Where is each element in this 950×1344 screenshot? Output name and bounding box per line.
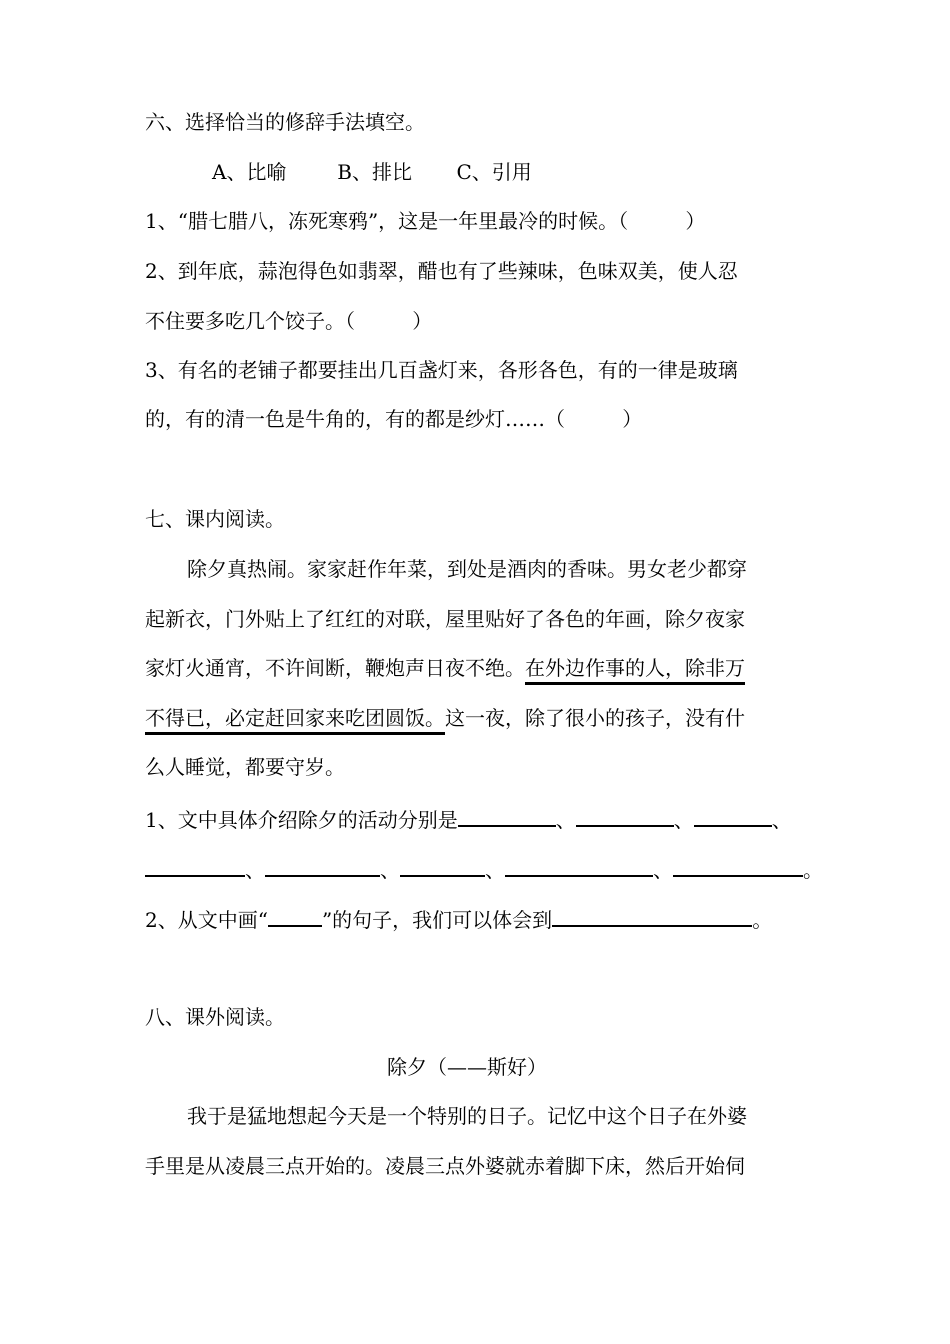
separator: 、 [673,808,694,832]
passage-line-5: 么人睡觉，都要守岁。 [145,755,345,779]
passage-line-2: 起新衣，门外贴上了红红的对联，屋里贴好了各色的年画，除夕夜家 [145,607,745,631]
question-text: 2、从文中画“ [145,908,268,932]
section-7-heading: 七、课内阅读。 [145,507,285,531]
article-line-2: 手里是从凌晨三点开始的。凌晨三点外婆就赤着脚下床，然后开始伺 [145,1154,745,1178]
passage-line-1: 除夕真热闹。家家赶作年菜，到处是酒肉的香味。男女老少都穿 [187,557,747,581]
section-8-heading: 八、课外阅读。 [145,1005,285,1029]
question-6-2-line1: 2、到年底，蒜泡得色如翡翠，醋也有了些辣味，色味双美，使人忍 [145,259,738,283]
answer-blank[interactable] [265,853,380,877]
question-6-2-line2: 不住要多吃几个饺子。（ ） [145,309,433,333]
answer-blank[interactable] [505,853,653,877]
separator: 、 [555,808,576,832]
end-mark: 。 [752,908,773,932]
question-7-1-line2 [145,853,823,884]
answer-blank[interactable] [458,803,556,827]
question-text: 1、文中具体介绍除夕的活动分别是 [145,808,458,832]
underlined-sentence-part1: 在外边作事的人，除非万 [525,656,745,685]
section-6-heading: 六、选择恰当的修辞手法填空。 [145,110,425,134]
passage-text: 这一夜，除了很小的孩子，没有什 [445,706,745,730]
question-6-1: 1、“腊七腊八，冻死寒鸦”，这是一年里最冷的时候。（ ） [145,209,706,233]
separator: 、 [380,858,400,882]
separator: 、 [485,858,505,882]
separator: 、 [771,808,792,832]
separator: 、 [653,858,673,882]
underline-sample [268,903,322,927]
underlined-sentence-part2: 不得已，必定赶回家来吃团圆饭。 [145,706,445,735]
answer-blank[interactable] [400,853,485,877]
passage-line-3 [145,654,745,682]
separator: 、 [245,858,265,882]
answer-blank[interactable] [552,903,752,927]
question-6-3-line1: 3、有名的老铺子都要挂出几百盏灯来，各形各色，有的一律是玻璃 [145,358,738,382]
passage-line-4 [145,704,745,732]
question-7-2 [145,903,772,934]
question-text: ”的句子，我们可以体会到 [321,908,553,932]
end-mark: 。 [803,858,823,882]
question-6-3-line2: 的，有的清一色是牛角的，有的都是纱灯……（ ） [145,407,643,431]
passage-text: 家灯火通宵，不许间断，鞭炮声日夜不绝。 [145,656,525,680]
rhetoric-options: A、比喻 B、排比 C、引用 [212,160,532,184]
answer-blank[interactable] [145,853,245,877]
article-line-1: 我于是猛地想起今天是一个特别的日子。记忆中这个日子在外婆 [187,1104,747,1128]
answer-blank[interactable] [576,803,674,827]
question-7-1-line1 [145,803,792,834]
answer-blank[interactable] [673,853,803,877]
article-title: 除夕（——斯好） [387,1055,547,1079]
answer-blank[interactable] [694,803,772,827]
